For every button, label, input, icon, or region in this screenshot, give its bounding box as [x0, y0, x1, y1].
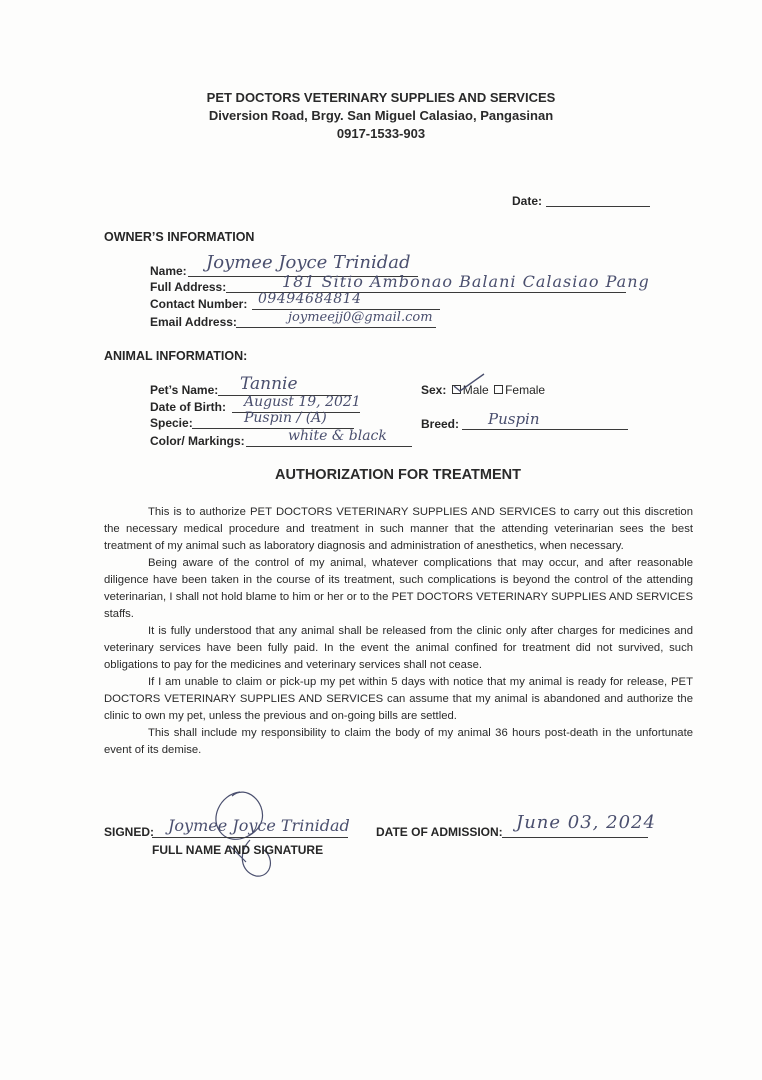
owner-section-title: OWNER’S INFORMATION	[104, 230, 255, 244]
owner-email-line	[236, 327, 436, 328]
clinic-address: Diversion Road, Brgy. San Miguel Calasiao, Pangasinan	[208, 108, 554, 123]
authorization-paragraph: If I am unable to claim or pick-up my pet within 5 days with notice that my animal is ready for release, PET DOCTORS VETERINARY SUPPLIES AND SERVICES can assume that my animal is abandoned and authorize the clinic to own my pet, unless the previous and on-going bills are settled.	[104, 676, 693, 722]
clinic-phone: 0917-1533-903	[336, 126, 426, 141]
male-label: Male	[462, 383, 489, 397]
color-label: Color/ Markings:	[150, 434, 245, 448]
authorization-paragraph: Being aware of the control of my animal, whatever complications that may occur, and after reasonable diligence have been taken in the course of its treatment, such complications is beyond the control of the attending veterinarian, I shall not hold blame to him or her or to the PET DOCTORS VETERINARY SUPPLIES AND SERVICES staffs.	[104, 557, 693, 620]
dob-label: Date of Birth:	[150, 400, 226, 414]
authorization-body	[104, 504, 693, 759]
signature-line	[152, 837, 348, 838]
owner-name-label: Name:	[150, 264, 187, 278]
color-field[interactable]: white & black	[288, 428, 387, 444]
authorization-paragraph: It is fully understood that any animal shall be released from the clinic only after charges for medicines and veterinary services have been fully paid. In the event the animal confined for treatment did not survived, such obligations to pay for the medicines and veterinary services shall not cease.	[104, 625, 693, 671]
date-field[interactable]	[546, 206, 650, 207]
date-label: Date:	[512, 194, 543, 208]
owner-contact-label: Contact Number:	[150, 297, 248, 311]
owner-name-field[interactable]: Joymee Joyce Trinidad	[206, 252, 411, 273]
signature-sub-label: FULL NAME AND SIGNATURE	[152, 843, 324, 857]
female-checkbox[interactable]	[494, 385, 503, 394]
admission-field[interactable]: June 03, 2024	[516, 812, 656, 833]
admission-line	[502, 837, 648, 838]
authorization-paragraph: This is to authorize PET DOCTORS VETERINARY SUPPLIES AND SERVICES to carry out this discretion the necessary medical procedure and treatment in such manner that the attending veterinarian sees the best treatment of my animal such as laboratory diagnosis and administration of anesthetics, when necessary.	[104, 506, 693, 552]
pet-name-label: Pet’s Name:	[150, 383, 219, 397]
owner-address-field[interactable]: 181 Sitio Ambonao Balani Calasiao Pang	[282, 272, 650, 291]
dob-field[interactable]: August 19, 2021	[244, 394, 361, 410]
owner-address-label: Full Address:	[150, 280, 227, 294]
breed-field[interactable]: Puspin	[488, 410, 540, 428]
owner-email-label: Email Address:	[150, 315, 237, 329]
specie-field[interactable]: Puspin / (A)	[244, 410, 327, 426]
breed-label: Breed:	[421, 417, 460, 431]
female-label: Female	[505, 383, 546, 397]
owner-contact-field[interactable]: 09494684814	[258, 291, 362, 307]
authorization-paragraph: This shall include my responsibility to claim the body of my animal 36 hours post-death in the unfortunate event of its demise.	[104, 727, 693, 756]
signed-label: SIGNED:	[104, 825, 155, 839]
male-check-mark-icon	[452, 372, 486, 394]
clinic-name: PET DOCTORS VETERINARY SUPPLIES AND SERVICES	[206, 90, 556, 105]
admission-label: DATE OF ADMISSION:	[376, 825, 503, 839]
color-line	[246, 446, 412, 447]
pet-name-field[interactable]: Tannie	[240, 374, 298, 394]
breed-line	[462, 429, 628, 430]
sex-label: Sex:	[421, 383, 447, 397]
owner-email-field[interactable]: joymeejj0@gmail.com	[288, 310, 433, 325]
authorization-title: AUTHORIZATION FOR TREATMENT	[275, 467, 521, 483]
signature-field[interactable]: Joymee Joyce Trinidad	[168, 816, 350, 835]
animal-section-title: ANIMAL INFORMATION:	[104, 349, 248, 363]
specie-label: Specie:	[150, 416, 193, 430]
